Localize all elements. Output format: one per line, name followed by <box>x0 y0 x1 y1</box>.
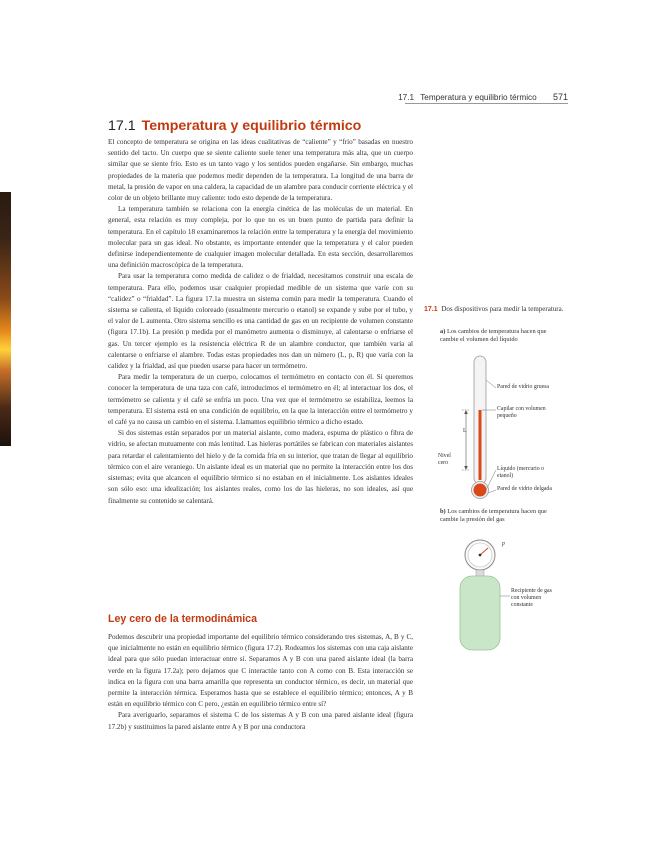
paragraph: La temperatura también se relaciona con la energía cinética de las moléculas de un material. En general, esta relación es muy compleja, por lo que no es un buen punto de partida para definir la temperatura. En el capítulo 18 examinaremos la relación entre la temperatura y la energía del movimiento molecular para un gas ideal. No obstante, es importante entender que la temperatura y el calor pueden definirse independientemente de cualquier imagen molecular detallada. En esta sección, desarrollaremos una definición macroscópica de la temperatura. <box>108 205 413 270</box>
label-recipiente: Recipiente de gas con volumen constante <box>511 588 552 609</box>
subsection-title: Ley cero de la termodinámica <box>108 613 257 625</box>
label-capilar: Capilar con volumen pequeño <box>497 406 546 420</box>
label-pared-gruesa: Pared de vidrio gruesa <box>497 384 549 390</box>
section-title <box>108 118 408 134</box>
figure-caption-text: Dos dispositivos para medir la temperatura. <box>441 305 564 313</box>
label-pared-delgada: Pared de vidrio delgada <box>497 486 552 492</box>
panel-a-letter: a) <box>440 328 446 335</box>
length-marker <box>462 410 470 470</box>
paragraph: El concepto de temperatura se origina en las ideas cualitativas de “caliente” y “frío” basadas en nuestro sentido del tacto. Un cuerpo que se siente caliente suele tener una temperatura más alta, que un cuerpo similar que se siente frío. Esto es un tanto vago y los sentidos pueden engañarse. Sin embargo, muchas propiedades de la materia que podemos medir dependen de la temperatura. La longitud de una barra de metal, la presión de vapor en una caldera, la capacidad de un alambre para conducir corriente eléctrica y el color de un objeto brillante muy caliente: todo esto depende de la temperatura. <box>108 138 413 203</box>
running-head-rule <box>405 103 568 104</box>
paragraph: Si dos sistemas están separados por un material aislante, como madera, espuma de plástico o fibra de vidrio, se afectan mutuamente con más lentitud. Las hieleras portátiles se fabrican con materiales aislantes para retardar el calentamiento del hielo y de la comida fría en su interior, que tratan de llegar al equilibrio térmico con el aire veraniego. Un aislante ideal es un material que no permite la interacción entre los dos sistemas; evita que alcancen el equilibrio térmico si no estaban en el inicialmente. Los aislantes ideales son sólo eso: una idealización; los aislantes reales, como los de las hieleras, no son ideales, así que finalmente su contenido se calentará. <box>108 429 413 505</box>
page-number: 571 <box>552 92 568 102</box>
paragraph: Para usar la temperatura como medida de calidez o de frialdad, necesitamos construir una escala de temperatura. Para ello, podemos usar cualquier propiedad medible de un sistema que varíe con su “calidez” o “frialdad”. La figura 17.1a muestra un sistema común para medir la temperatura. Cuando el sistema se calienta, el líquido coloreado (usualmente mercurio o etanol) se expande y sube por el tubo, y el valor de L aumenta. Otro sistema sencillo es una cantidad de gas en un recipiente de volumen constante (figura 17.1b). La presión p medida por el manómetro aumenta o disminuye, al calentarse o enfriarse el gas. Un tercer ejemplo es la resistencia eléctrica R de un alambre conductor, que también varía al calentarse o enfriarse el alambre. Todas estas propiedades nos dan un número (L, p, R) que varía con la calidez y la frialdad, así que pueden usarse para hacer un termómetro. <box>108 272 413 371</box>
label-nivel-cero: Nivel cero <box>438 453 451 467</box>
label-L: L <box>463 428 467 434</box>
panel-b-label <box>440 508 565 525</box>
running-head-section: 17.1 <box>398 93 415 102</box>
chapter-edge-image <box>0 192 11 446</box>
running-head-title: Temperatura y equilibrio térmico <box>420 93 537 102</box>
running-head <box>388 92 568 102</box>
panel-b-letter: b) <box>440 508 446 515</box>
label-p: p <box>502 541 505 547</box>
section-title-text: Temperatura y equilibrio térmico <box>141 118 362 134</box>
figure-illustration <box>420 350 565 660</box>
panel-a-text: Los cambios de temperatura hacen que cambie el volumen del líquido <box>440 328 547 344</box>
figure-caption <box>424 305 564 314</box>
body-column-1 <box>108 137 413 507</box>
panel-a-label <box>440 328 565 345</box>
body-column-2 <box>108 632 413 733</box>
panel-b-text: Los cambios de temperatura hacen que cambie la presión del gas <box>440 508 547 524</box>
section-number: 17.1 <box>108 118 136 134</box>
figure-number: 17.1 <box>424 306 438 313</box>
label-liquido: Líquido (mercurio o etanol) <box>497 466 545 480</box>
thermometer <box>472 356 489 499</box>
gas-container <box>460 540 510 650</box>
paragraph: Podemos descubrir una propiedad importante del equilibrio térmico considerando tres sistemas, A, B y C, que inicialmente no están en equilibrio térmico (figura 17.2). Rodeamos los sistemas con una caja aislante ideal para que sólo puedan interactuar entre sí. Separamos A y B con una pared aislante ideal (la barra verde en la figura 17.2a); pero dejamos que C interactúe tanto con A como con B. Esta interacción se indica en la figura con una barra amarilla que representa un conductor térmico, es decir, un material que permite la interacción térmica. Esperamos hasta que se establece el equilibrio térmico; entonces, A y B están en equilibrio térmico con C pero, ¿están en equilibrio térmico entre sí? <box>108 633 413 709</box>
paragraph: Para averiguarlo, separamos el sistema C de los sistemas A y B con una pared aislante ideal (figura 17.2b) y sustituimos la pared aislante entre A y B por una conductora <box>108 711 413 731</box>
paragraph: Para medir la temperatura de un cuerpo, colocamos el termómetro en contacto con él. Si queremos conocer la temperatura de una taza con café, introducimos el termómetro en él; al interactuar los dos, el termómetro se calienta y el café se enfría un poco. Una vez que el termómetro se estabiliza, leemos la temperatura. El sistema está en una condición de equilibrio, en la que la interacción entre el termómetro y el café ya no causa un cambio en el sistema. Llamamos equilibrio térmico a dicho estado. <box>108 373 413 427</box>
